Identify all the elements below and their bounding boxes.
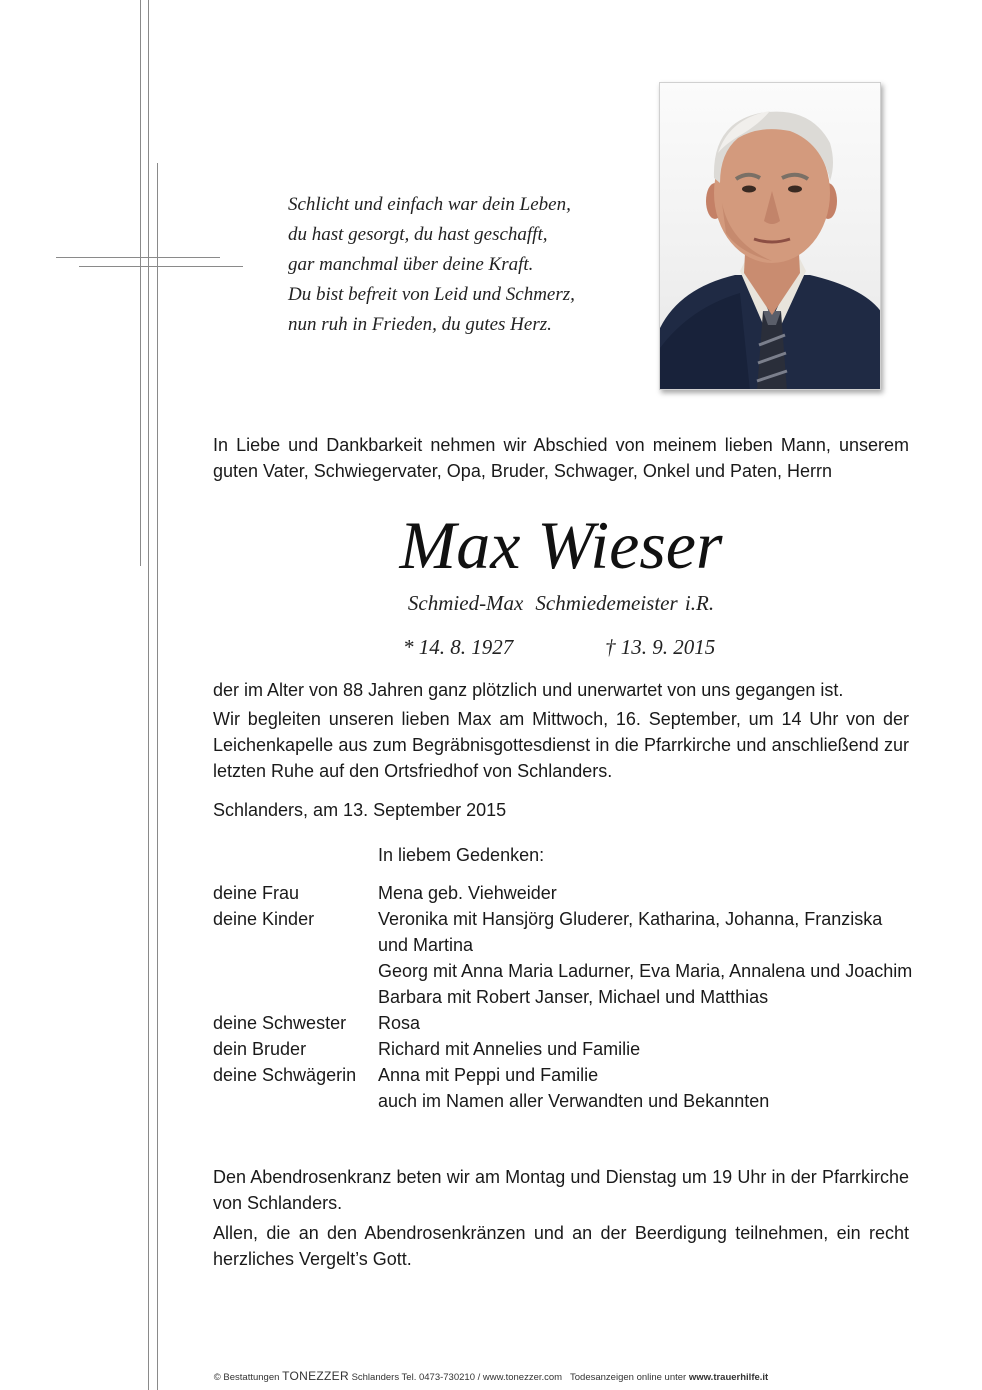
mourner-names: Richard mit Annelies und Familie xyxy=(378,1039,641,1059)
poem-line: nun ruh in Frieden, du gutes Herz. xyxy=(288,314,552,335)
mourner-relation: dein Bruder xyxy=(213,1039,307,1059)
mourner-names: Barbara mit Robert Janser, Michael und Matthias xyxy=(378,987,769,1007)
list-item xyxy=(213,984,913,1010)
cross-vertical-outer xyxy=(148,0,149,1390)
footer-online-text: Todesanzeigen online unter xyxy=(570,1372,687,1383)
footer-online-url[interactable]: www.trauerhilfe.it xyxy=(688,1372,769,1383)
footer-brand: TONEZZER xyxy=(282,1369,349,1383)
passing-text: der im Alter von 88 Jahren ganz plötzlich und unerwartet von uns gegangen ist. xyxy=(213,680,844,700)
death-date: † 13. 9. 2015 xyxy=(605,635,716,659)
mourner-names: Mena geb. Viehweider xyxy=(378,883,557,903)
cross-vertical-short xyxy=(157,163,158,1390)
memorial-poem xyxy=(288,190,628,340)
mourner-names: Anna mit Peppi und Familie xyxy=(378,1065,599,1085)
list-item xyxy=(213,1010,913,1036)
memorial-heading: In liebem Gedenken: xyxy=(378,845,545,865)
mourners-list xyxy=(213,880,913,1114)
footer xyxy=(0,1370,982,1384)
mourner-relation: deine Schwägerin xyxy=(213,1065,357,1085)
place-date: Schlanders, am 13. September 2015 xyxy=(213,800,507,820)
poem-line: du hast gesorgt, du hast geschafft, xyxy=(288,224,548,245)
list-item xyxy=(213,1062,913,1088)
thanks-text: Allen, die an den Abendrosenkränzen und an der Beerdigung teilnehmen, ein recht herzliches Vergelt’s Gott. xyxy=(213,1223,909,1269)
poem-line: Schlicht und einfach war dein Leben, xyxy=(288,194,571,215)
mourner-relation xyxy=(213,958,378,984)
mourner-relation: deine Frau xyxy=(213,883,300,903)
footer-location-phone: Schlanders Tel. 0473-730210 / www.tonezzer.com xyxy=(351,1372,563,1383)
list-item xyxy=(213,1088,913,1114)
mourner-names: Georg mit Anna Maria Ladurner, Eva Maria, Annalena und Joachim xyxy=(378,961,913,981)
mourner-names: Rosa xyxy=(378,1013,421,1033)
list-item xyxy=(213,958,913,984)
list-item xyxy=(213,906,913,958)
rosary-text: Den Abendrosenkranz beten wir am Montag und Dienstag um 19 Uhr in der Pfarrkirche von Schlanders. xyxy=(213,1167,909,1213)
portrait-photo xyxy=(659,82,881,390)
deceased-name: Max Wieser xyxy=(399,507,723,583)
footer-prefix: © Bestattungen xyxy=(213,1372,280,1383)
mourner-relation: deine Schwester xyxy=(213,1013,347,1033)
cross-vertical-long xyxy=(140,0,141,566)
deceased-profession: Schmiedemeister i.R. xyxy=(535,591,715,615)
poem-line: Du bist befreit von Leid und Schmerz, xyxy=(288,284,575,305)
poem-line: gar manchmal über deine Kraft. xyxy=(288,254,534,275)
intro-text: In Liebe und Dankbarkeit nehmen wir Abschied von meinem lieben Mann, unserem guten Vater, Schwiegervater, Opa, Bruder, Schwager, Onkel und Paten, Herrn xyxy=(213,435,909,481)
funeral-text: Wir begleiten unseren lieben Max am Mittwoch, 16. September, um 14 Uhr von der Leichenkapelle aus zum Begräbnisgottesdienst in die Pfarrkirche und anschließend zur letzten Ruhe auf den Ortsfriedhof von Schlanders. xyxy=(213,709,909,781)
cross-horizontal-lower xyxy=(79,266,243,267)
birth-date: * 14. 8. 1927 xyxy=(403,635,514,659)
list-item xyxy=(213,1036,913,1062)
mourner-names: auch im Namen aller Verwandten und Bekannten xyxy=(378,1091,770,1111)
deceased-nickname: Schmied-Max xyxy=(407,591,524,615)
mourner-names: Veronika mit Hansjörg Gluderer, Katharina, Johanna, Franziska und Martina xyxy=(378,909,883,955)
mourner-relation: deine Kinder xyxy=(213,909,315,929)
deceased-subtitle xyxy=(213,588,909,618)
mourner-relation xyxy=(213,1088,378,1114)
cross-horizontal-upper xyxy=(56,257,220,258)
portrait-illustration xyxy=(660,83,881,390)
list-item xyxy=(213,880,913,906)
mourner-relation xyxy=(213,984,378,1010)
